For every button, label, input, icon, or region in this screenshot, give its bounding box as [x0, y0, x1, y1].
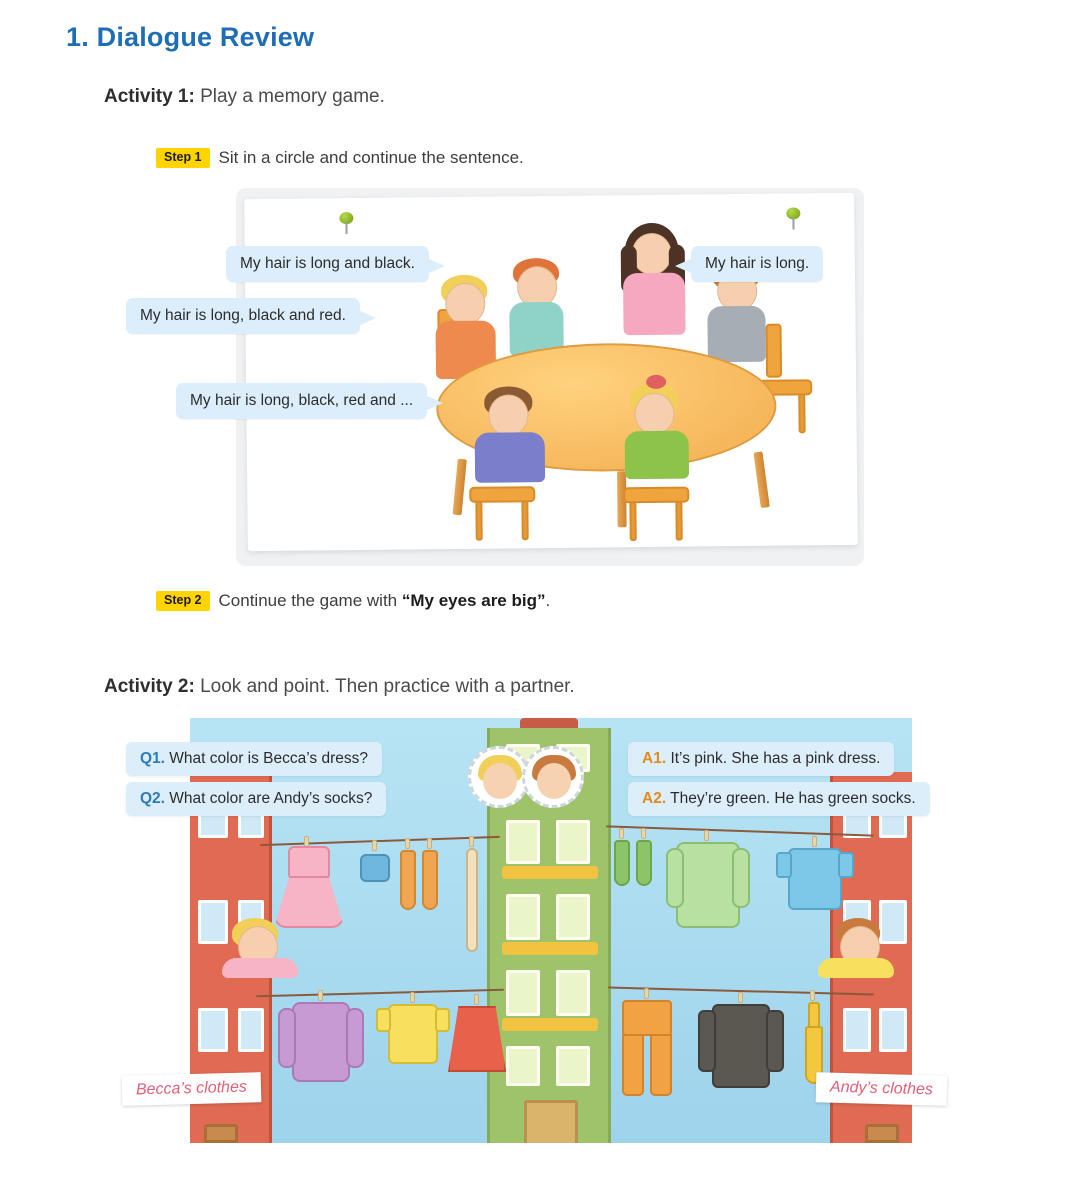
question-bubble-2: [126, 782, 386, 816]
clothespin: [410, 992, 415, 1003]
person-child: [622, 379, 695, 480]
chair-leg: [521, 500, 528, 540]
question-bubble-1: [126, 742, 382, 776]
sock: [614, 840, 630, 886]
window: [556, 894, 590, 940]
head: [632, 233, 672, 275]
pants-leg: [650, 1034, 672, 1096]
window: [556, 1046, 590, 1086]
step-2-row: [156, 591, 550, 611]
label-beccas-clothes: Becca’s clothes: [122, 1072, 262, 1106]
head: [445, 283, 485, 325]
pushpin-icon: [339, 212, 353, 234]
jacket-sleeve: [698, 1010, 716, 1072]
clothespin: [704, 830, 709, 841]
tshirt-body: [388, 1004, 438, 1064]
label-andys-clothes: Andy’s clothes: [816, 1072, 948, 1105]
answer-text-2: They’re green. He has green socks.: [670, 790, 916, 807]
sock: [400, 850, 416, 910]
person-child: [474, 386, 549, 483]
table-leg: [453, 459, 467, 516]
clothing-tshirt-blue: [776, 842, 854, 912]
pushpin-needle: [345, 222, 347, 234]
window: [556, 970, 590, 1016]
clothing-sock-orange: [400, 844, 416, 910]
sweater-sleeve: [346, 1008, 364, 1068]
torso: [707, 306, 766, 363]
door: [865, 1124, 899, 1143]
face: [537, 763, 571, 799]
clothing-pants-orange: [616, 994, 678, 1098]
chair-leg: [475, 501, 482, 541]
step-1-text: Sit in a circle and continue the sentence.: [218, 148, 524, 167]
jacket-body: [676, 842, 740, 928]
torso: [222, 958, 298, 978]
torso: [623, 273, 686, 336]
pants-waist: [622, 1000, 672, 1036]
head: [488, 394, 528, 436]
clothing-sock-green: [614, 834, 630, 886]
clothing-sock-orange: [422, 844, 438, 910]
window: [238, 1008, 264, 1052]
clothing-skirt-red: [442, 1000, 512, 1072]
flower-box: [502, 1018, 598, 1031]
person-teacher: [616, 223, 687, 334]
clothing-sweater-purple: [278, 996, 364, 1084]
step-2-chip: Step 2: [156, 591, 210, 611]
window: [879, 1008, 907, 1052]
step-1-row: [156, 148, 524, 168]
chair-leg: [629, 501, 636, 541]
clothing-bag-blue: [358, 846, 392, 884]
clothespin: [474, 994, 479, 1005]
clothespin: [812, 836, 817, 847]
window: [506, 820, 540, 864]
activity-1-instruction: Play a memory game.: [200, 86, 385, 107]
clothing-tshirt-yellow: [376, 998, 450, 1066]
pushpin-needle: [792, 217, 794, 229]
door: [204, 1124, 238, 1143]
clothespin: [427, 838, 432, 849]
clothing-dress-pink: [274, 842, 344, 930]
chair-leg: [675, 501, 682, 541]
activity-2-label: Activity 2:: [104, 676, 195, 697]
speech-bubble: My hair is long and black.: [226, 246, 429, 282]
clothespin: [619, 828, 624, 839]
chair-leg: [798, 393, 805, 433]
answer-tag-1: A1.: [642, 750, 667, 767]
clothespin: [372, 840, 377, 851]
clothespin: [644, 988, 649, 999]
answer-bubble-2: [628, 782, 930, 816]
head: [634, 393, 674, 435]
clothing-sock-green: [636, 834, 652, 886]
torso: [818, 958, 894, 978]
question-text-1: What color is Becca’s dress?: [169, 750, 369, 767]
jacket-body: [712, 1004, 770, 1088]
person-child: [507, 258, 568, 355]
speech-bubble: My hair is long, black and red.: [126, 298, 360, 334]
activity-1-label: Activity 1:: [104, 86, 195, 107]
pushpin-icon: [786, 207, 800, 229]
step-2-text-before: Continue the game with: [218, 591, 402, 610]
avatar-becca: [468, 746, 530, 808]
clothing-suit-jacket-gray: [698, 998, 784, 1090]
sock: [636, 840, 652, 886]
tshirt-body: [788, 848, 842, 910]
flower-box: [502, 942, 598, 955]
question-tag-1: Q1.: [140, 750, 165, 767]
tie-knot: [808, 1002, 820, 1028]
speech-bubble: My hair is long, black, red and ...: [176, 383, 427, 419]
dress-top: [288, 846, 330, 880]
clothespin: [641, 828, 646, 839]
tshirt-sleeve: [776, 852, 792, 878]
sweater-sleeve: [278, 1008, 296, 1068]
pants-leg: [622, 1034, 644, 1096]
jacket-sleeve: [766, 1010, 784, 1072]
belt-strap: [466, 848, 478, 952]
jacket-sleeve: [732, 848, 750, 908]
jacket-sleeve: [666, 848, 684, 908]
step-1-chip: Step 1: [156, 148, 210, 168]
window: [556, 820, 590, 864]
activity-1-illustration: [140, 188, 864, 566]
step-2-text-after: .: [545, 591, 551, 610]
sweater-body: [292, 1002, 350, 1082]
step-2-text: [219, 591, 551, 611]
skirt-body: [448, 1006, 506, 1072]
clothespin: [469, 836, 474, 847]
door: [524, 1100, 578, 1143]
answer-tag-2: A2.: [642, 790, 667, 807]
question-tag-2: Q2.: [140, 790, 165, 807]
sock: [422, 850, 438, 910]
window: [843, 1008, 871, 1052]
activity-1-heading: [104, 86, 385, 108]
step-2-text-bold: “My eyes are big”: [401, 591, 546, 610]
tshirt-sleeve: [376, 1008, 391, 1032]
answer-bubble-1: [628, 742, 894, 776]
torso: [625, 431, 689, 480]
window: [198, 1008, 228, 1052]
activity-2-instruction: Look and point. Then practice with a partner.: [200, 676, 575, 697]
question-text-2: What color are Andy’s socks?: [169, 790, 373, 807]
clothing-belt: [462, 842, 482, 952]
avatar-andy: [522, 746, 584, 808]
table-leg: [753, 451, 769, 508]
tshirt-sleeve: [838, 852, 854, 878]
face: [483, 763, 517, 799]
torso: [475, 432, 546, 483]
activity-2-heading: [104, 676, 575, 698]
flower-box: [502, 866, 598, 879]
bag-body: [360, 854, 390, 882]
person-andy: [808, 918, 898, 978]
speech-bubble: My hair is long.: [691, 246, 823, 282]
clothespin: [318, 990, 323, 1001]
clothespin: [810, 990, 815, 1001]
person-becca: [212, 918, 302, 978]
page-title: 1. Dialogue Review: [66, 22, 315, 52]
clothespin: [738, 992, 743, 1003]
answer-text-1: It’s pink. She has a pink dress.: [670, 750, 881, 767]
clothing-jacket-green: [666, 836, 750, 930]
clothespin: [405, 838, 410, 849]
window: [506, 894, 540, 940]
